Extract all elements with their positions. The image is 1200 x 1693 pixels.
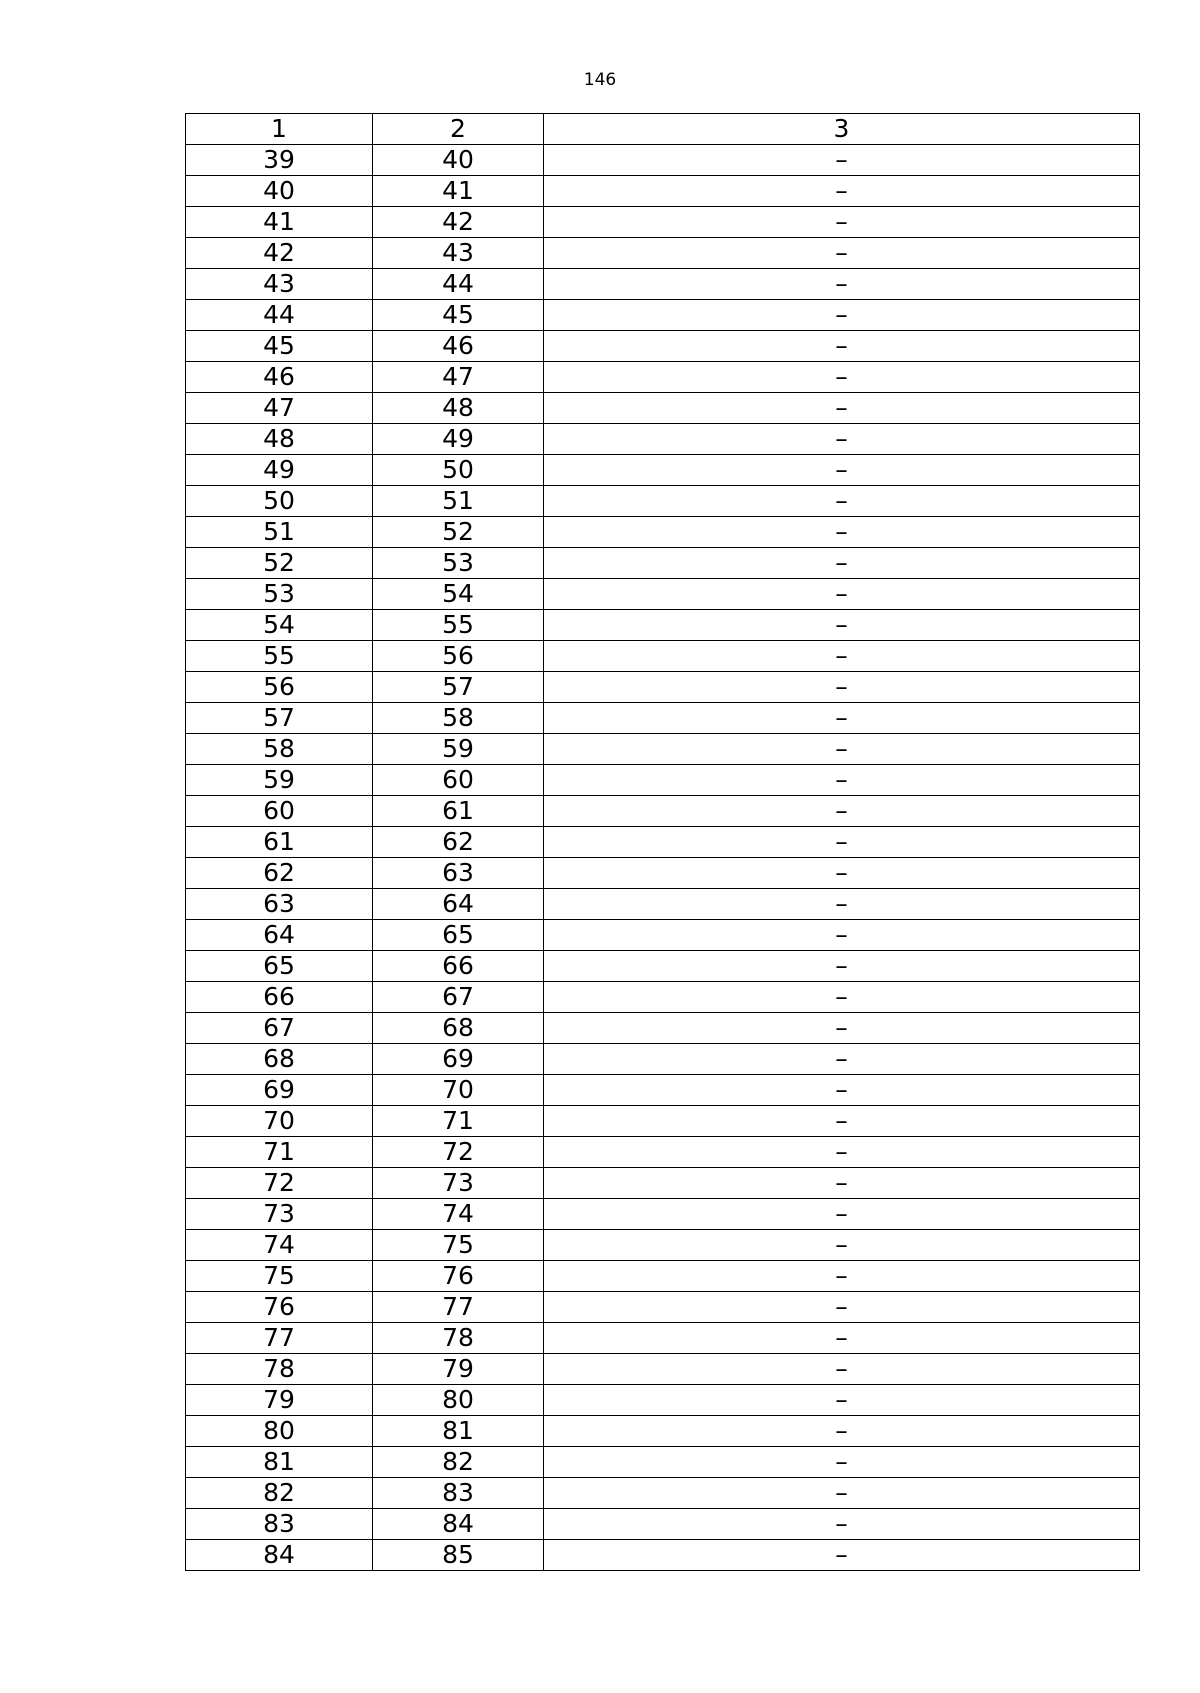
table-row [186, 207, 1140, 238]
table-row [186, 827, 1140, 858]
table-cell-col-1: 51 [186, 517, 373, 548]
table-row [186, 1106, 1140, 1137]
table-row [186, 951, 1140, 982]
table-cell-col-1: 68 [186, 1044, 373, 1075]
table-cell-col-2: 53 [373, 548, 544, 579]
table-cell-col-3: – [544, 1261, 1140, 1292]
table-cell-col-1: 63 [186, 889, 373, 920]
table-cell-col-1: 43 [186, 269, 373, 300]
table-cell-col-3: – [544, 362, 1140, 393]
table-row [186, 1416, 1140, 1447]
table-cell-col-1: 47 [186, 393, 373, 424]
table-cell-col-3: – [544, 672, 1140, 703]
table-row [186, 238, 1140, 269]
table-row [186, 982, 1140, 1013]
table-row [186, 1385, 1140, 1416]
table-cell-col-3: – [544, 858, 1140, 889]
table-cell-col-3: – [544, 1044, 1140, 1075]
table-cell-col-2: 69 [373, 1044, 544, 1075]
table-cell-col-1: 66 [186, 982, 373, 1013]
table-row [186, 517, 1140, 548]
table-cell-col-2: 67 [373, 982, 544, 1013]
table-cell-col-1: 42 [186, 238, 373, 269]
table-cell-col-2: 48 [373, 393, 544, 424]
table-cell-col-2: 72 [373, 1137, 544, 1168]
table-row [186, 1137, 1140, 1168]
table-row [186, 796, 1140, 827]
table-cell-col-1: 58 [186, 734, 373, 765]
table-cell-col-2: 62 [373, 827, 544, 858]
table-cell-col-2: 55 [373, 610, 544, 641]
table-cell-col-2: 54 [373, 579, 544, 610]
table-cell-col-1: 54 [186, 610, 373, 641]
table-cell-col-3: – [544, 424, 1140, 455]
table-cell-col-1: 53 [186, 579, 373, 610]
table-cell-col-1: 48 [186, 424, 373, 455]
table-cell-col-3: – [544, 176, 1140, 207]
table-cell-col-2: 50 [373, 455, 544, 486]
table-cell-col-2: 74 [373, 1199, 544, 1230]
table-cell-col-3: – [544, 703, 1140, 734]
table-cell-col-3: – [544, 1292, 1140, 1323]
table-cell-col-2: 43 [373, 238, 544, 269]
table-cell-col-2: 65 [373, 920, 544, 951]
table-cell-col-2: 51 [373, 486, 544, 517]
table-row [186, 1292, 1140, 1323]
table-cell-col-1: 72 [186, 1168, 373, 1199]
table-cell-col-3: – [544, 579, 1140, 610]
table-cell-col-1: 71 [186, 1137, 373, 1168]
table-cell-col-3: – [544, 889, 1140, 920]
table-cell-col-3: – [544, 1013, 1140, 1044]
table-row [186, 1199, 1140, 1230]
table-row [186, 703, 1140, 734]
table-cell-col-2: 81 [373, 1416, 544, 1447]
table-cell-col-1: 55 [186, 641, 373, 672]
table-cell-col-2: 71 [373, 1106, 544, 1137]
table-row [186, 486, 1140, 517]
data-table [185, 113, 1140, 1571]
table-cell-col-3: – [544, 1354, 1140, 1385]
table-row [186, 1540, 1140, 1571]
table-cell-col-3: – [544, 207, 1140, 238]
table-cell-col-1: 77 [186, 1323, 373, 1354]
table-cell-col-3: – [544, 517, 1140, 548]
table-cell-col-2: 47 [373, 362, 544, 393]
table-cell-col-3: – [544, 796, 1140, 827]
table-cell-col-2: 63 [373, 858, 544, 889]
table-cell-col-2: 83 [373, 1478, 544, 1509]
table-cell-col-1: 64 [186, 920, 373, 951]
table-cell-col-3: – [544, 238, 1140, 269]
table-row [186, 1447, 1140, 1478]
table-cell-col-2: 59 [373, 734, 544, 765]
table-cell-col-2: 60 [373, 765, 544, 796]
table-cell-col-3: – [544, 765, 1140, 796]
table-row [186, 269, 1140, 300]
table-row [186, 424, 1140, 455]
table-cell-col-3: – [544, 734, 1140, 765]
table-cell-col-3: – [544, 1447, 1140, 1478]
table-cell-col-2: 56 [373, 641, 544, 672]
table-cell-col-2: 75 [373, 1230, 544, 1261]
table-cell-col-2: 77 [373, 1292, 544, 1323]
table-body [186, 114, 1140, 1571]
table-cell-col-2: 85 [373, 1540, 544, 1571]
table-row [186, 1013, 1140, 1044]
table-row [186, 1509, 1140, 1540]
table-cell-col-3: – [544, 982, 1140, 1013]
page-number: 146 [583, 70, 617, 90]
table-row [186, 1323, 1140, 1354]
table-cell-col-3: – [544, 1106, 1140, 1137]
table-cell-col-1: 74 [186, 1230, 373, 1261]
table-cell-col-3: – [544, 1540, 1140, 1571]
table-cell-col-3: – [544, 1323, 1140, 1354]
table-cell-col-1: 81 [186, 1447, 373, 1478]
table-cell-col-1: 45 [186, 331, 373, 362]
table-cell-col-3: – [544, 1509, 1140, 1540]
table-cell-col-2: 46 [373, 331, 544, 362]
table-row [186, 176, 1140, 207]
table-header-row [186, 114, 1140, 145]
table-cell-col-1: 46 [186, 362, 373, 393]
table-cell-col-1: 84 [186, 1540, 373, 1571]
table-cell-col-1: 52 [186, 548, 373, 579]
table-cell-col-3: – [544, 1168, 1140, 1199]
table-cell-col-3: – [544, 920, 1140, 951]
table-cell-col-1: 80 [186, 1416, 373, 1447]
table-row [186, 1044, 1140, 1075]
table-cell-col-1: 41 [186, 207, 373, 238]
table-cell-col-2: 82 [373, 1447, 544, 1478]
column-header-1: 1 [186, 114, 373, 145]
table-cell-col-3: – [544, 610, 1140, 641]
table-cell-col-3: – [544, 1230, 1140, 1261]
table-cell-col-1: 39 [186, 145, 373, 176]
table-cell-col-2: 61 [373, 796, 544, 827]
table-row [186, 1230, 1140, 1261]
table-row [186, 1478, 1140, 1509]
table-cell-col-3: – [544, 641, 1140, 672]
table-cell-col-3: – [544, 827, 1140, 858]
table-row [186, 1354, 1140, 1385]
table-row [186, 393, 1140, 424]
table-cell-col-2: 45 [373, 300, 544, 331]
table-row [186, 331, 1140, 362]
table-row [186, 765, 1140, 796]
table-cell-col-1: 75 [186, 1261, 373, 1292]
table-cell-col-2: 49 [373, 424, 544, 455]
table-cell-col-1: 67 [186, 1013, 373, 1044]
table-row [186, 672, 1140, 703]
table-cell-col-2: 79 [373, 1354, 544, 1385]
table-cell-col-3: – [544, 1137, 1140, 1168]
table-cell-col-1: 69 [186, 1075, 373, 1106]
table-row [186, 145, 1140, 176]
table-cell-col-2: 84 [373, 1509, 544, 1540]
table-cell-col-2: 42 [373, 207, 544, 238]
table-cell-col-3: – [544, 1416, 1140, 1447]
table-row [186, 1168, 1140, 1199]
table-cell-col-1: 76 [186, 1292, 373, 1323]
table-cell-col-2: 40 [373, 145, 544, 176]
table-cell-col-3: – [544, 455, 1140, 486]
table-cell-col-3: – [544, 1478, 1140, 1509]
table-row [186, 579, 1140, 610]
column-header-3: 3 [544, 114, 1140, 145]
table-cell-col-3: – [544, 300, 1140, 331]
table-cell-col-2: 57 [373, 672, 544, 703]
table-cell-col-2: 70 [373, 1075, 544, 1106]
table-cell-col-1: 56 [186, 672, 373, 703]
table-cell-col-3: – [544, 486, 1140, 517]
table-cell-col-2: 52 [373, 517, 544, 548]
table-cell-col-1: 73 [186, 1199, 373, 1230]
table-row [186, 300, 1140, 331]
table-cell-col-2: 73 [373, 1168, 544, 1199]
table-cell-col-3: – [544, 548, 1140, 579]
table-cell-col-1: 61 [186, 827, 373, 858]
table-cell-col-2: 58 [373, 703, 544, 734]
table-cell-col-2: 64 [373, 889, 544, 920]
table-cell-col-1: 59 [186, 765, 373, 796]
table-row [186, 920, 1140, 951]
table-cell-col-2: 41 [373, 176, 544, 207]
table-cell-col-1: 40 [186, 176, 373, 207]
table-cell-col-1: 70 [186, 1106, 373, 1137]
table-cell-col-1: 50 [186, 486, 373, 517]
table-row [186, 889, 1140, 920]
table-cell-col-1: 79 [186, 1385, 373, 1416]
table-row [186, 1261, 1140, 1292]
table-row [186, 455, 1140, 486]
column-header-2: 2 [373, 114, 544, 145]
table-cell-col-2: 68 [373, 1013, 544, 1044]
table-cell-col-1: 57 [186, 703, 373, 734]
table-cell-col-1: 44 [186, 300, 373, 331]
table-cell-col-3: – [544, 331, 1140, 362]
table-row [186, 858, 1140, 889]
table-cell-col-1: 65 [186, 951, 373, 982]
table-cell-col-3: – [544, 269, 1140, 300]
table-cell-col-1: 60 [186, 796, 373, 827]
table-row [186, 734, 1140, 765]
table-row [186, 641, 1140, 672]
table-cell-col-2: 80 [373, 1385, 544, 1416]
table-cell-col-3: – [544, 1385, 1140, 1416]
table-cell-col-1: 83 [186, 1509, 373, 1540]
table-cell-col-1: 78 [186, 1354, 373, 1385]
table-cell-col-3: – [544, 145, 1140, 176]
table-cell-col-2: 44 [373, 269, 544, 300]
table-cell-col-2: 76 [373, 1261, 544, 1292]
table-cell-col-3: – [544, 393, 1140, 424]
table-cell-col-2: 66 [373, 951, 544, 982]
table-row [186, 362, 1140, 393]
table-cell-col-3: – [544, 951, 1140, 982]
table-cell-col-1: 49 [186, 455, 373, 486]
table-cell-col-1: 82 [186, 1478, 373, 1509]
table-row [186, 610, 1140, 641]
table-cell-col-3: – [544, 1199, 1140, 1230]
table-row [186, 548, 1140, 579]
table-cell-col-2: 78 [373, 1323, 544, 1354]
table-row [186, 1075, 1140, 1106]
table-cell-col-1: 62 [186, 858, 373, 889]
table-cell-col-3: – [544, 1075, 1140, 1106]
